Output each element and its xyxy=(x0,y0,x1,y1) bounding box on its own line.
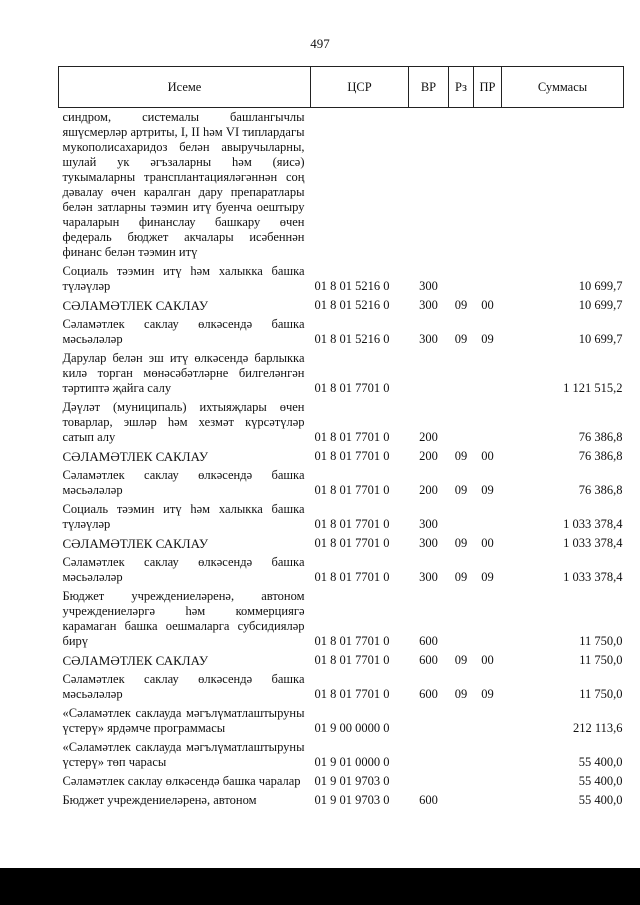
table-row xyxy=(59,315,624,349)
cell-csr xyxy=(311,108,409,263)
cell-csr: 01 9 01 9703 0 xyxy=(314,793,390,807)
cell-amount: 1 033 378,4 xyxy=(563,570,623,584)
cell-amount: 10 699,7 xyxy=(578,279,623,293)
cell-pr: 09 xyxy=(481,687,494,701)
budget-table xyxy=(58,66,624,810)
cell-vr xyxy=(409,738,449,772)
cell-pr xyxy=(474,108,502,263)
cell-vr: 600 xyxy=(419,793,438,807)
cell-pr xyxy=(474,398,502,447)
cell-pr xyxy=(474,262,502,296)
cell-vr: 300 xyxy=(419,279,438,293)
header-row xyxy=(59,67,624,108)
cell-name: СӘЛАМӘТЛЕК САКЛАУ xyxy=(62,449,209,464)
table-row xyxy=(59,738,624,772)
cell-csr: 01 8 01 5216 0 xyxy=(314,298,390,312)
cell-rz xyxy=(449,262,474,296)
cell-amount: 1 033 378,4 xyxy=(563,517,623,531)
cell-vr: 300 xyxy=(419,332,438,346)
cell-amount: 55 400,0 xyxy=(578,774,623,788)
cell-rz xyxy=(449,500,474,534)
cell-name: «Сәламәтлек саклауда мәгълүматлаштыруны үстерү» ярдәмче программасы xyxy=(62,706,305,735)
cell-pr xyxy=(474,349,502,398)
cell-csr: 01 8 01 5216 0 xyxy=(314,332,390,346)
header-csr: ЦСР xyxy=(311,67,409,108)
cell-csr: 01 8 01 7701 0 xyxy=(314,449,390,463)
scan-bottom-edge xyxy=(0,868,640,905)
cell-pr: 00 xyxy=(481,536,494,550)
table-row xyxy=(59,349,624,398)
cell-rz xyxy=(449,772,474,791)
cell-amount: 76 386,8 xyxy=(578,483,623,497)
table-row xyxy=(59,791,624,810)
cell-name: Сәламәтлек саклау өлкәсендә башка мәсьәләләр xyxy=(62,317,305,346)
table-row xyxy=(59,296,624,315)
cell-vr: 600 xyxy=(419,687,438,701)
cell-rz xyxy=(449,738,474,772)
cell-csr: 01 9 00 0000 0 xyxy=(314,721,390,735)
header-vr: ВР xyxy=(409,67,449,108)
cell-rz: 09 xyxy=(454,449,468,463)
cell-rz: 09 xyxy=(454,298,468,312)
cell-name: Сәламәтлек саклау өлкәсендә башка мәсьәләләр xyxy=(62,468,305,497)
table-row xyxy=(59,587,624,651)
cell-amount: 11 750,0 xyxy=(579,687,623,701)
cell-rz xyxy=(449,791,474,810)
cell-name: Сәламәтлек саклау өлкәсендә башка чаралар xyxy=(62,774,301,788)
cell-rz xyxy=(449,398,474,447)
cell-amount: 11 750,0 xyxy=(579,634,623,648)
table-row xyxy=(59,553,624,587)
cell-rz xyxy=(449,108,474,263)
cell-amount xyxy=(502,108,624,263)
table-row xyxy=(59,704,624,738)
cell-csr: 01 8 01 7701 0 xyxy=(314,517,390,531)
cell-pr: 09 xyxy=(481,483,494,497)
cell-pr: 00 xyxy=(481,653,494,667)
cell-vr: 300 xyxy=(419,570,438,584)
cell-vr: 200 xyxy=(419,449,438,463)
cell-name: «Сәламәтлек саклауда мәгълүматлаштыруны үстерү» төп чарасы xyxy=(62,740,305,769)
table-row xyxy=(59,670,624,704)
cell-name: СӘЛАМӘТЛЕК САКЛАУ xyxy=(62,536,209,551)
cell-rz: 09 xyxy=(454,332,468,346)
cell-rz: 09 xyxy=(454,687,468,701)
cell-csr: 01 8 01 7701 0 xyxy=(314,687,390,701)
cell-rz xyxy=(449,587,474,651)
cell-amount: 1 033 378,4 xyxy=(563,536,623,550)
cell-vr: 300 xyxy=(419,298,438,312)
cell-rz: 09 xyxy=(454,570,468,584)
table-row xyxy=(59,772,624,791)
table-row xyxy=(59,500,624,534)
cell-csr: 01 8 01 7701 0 xyxy=(314,570,390,584)
cell-vr xyxy=(409,704,449,738)
table-row xyxy=(59,447,624,466)
cell-name: синдром, системалы башлангычлы яшүсмерләр артриты, I, II һәм VI типлардагы мукополисахаридоз белән авыручыларны, шулай ук әгъзаларны һәм (яисә) тукымаларны трансплантацияләгәннән соң дәвалау өчен каралган дару препаратлары белән затларны тәэмин итү буенча оештыру чараларын финанслау башкару өчен федераль бюджет акчалары исәбеннән финанс белән тәэмин итү xyxy=(62,110,305,259)
cell-name: Бюджет учреждениеләренә, автоном учреждениеләргә һәм коммерциягә карамаган башка оешмаларга субсидияләр бирү xyxy=(62,589,305,648)
cell-amount: 10 699,7 xyxy=(578,332,623,346)
cell-rz xyxy=(449,349,474,398)
cell-pr xyxy=(474,587,502,651)
cell-csr: 01 8 01 7701 0 xyxy=(314,381,390,395)
cell-csr: 01 9 01 0000 0 xyxy=(314,755,390,769)
cell-name: Дәүләт (муниципаль) ихтыяҗлары өчен товарлар, эшләр һәм хезмәт күрсәтүләр сатып алу xyxy=(62,400,305,444)
cell-name: СӘЛАМӘТЛЕК САКЛАУ xyxy=(62,653,209,668)
cell-amount: 11 750,0 xyxy=(579,653,623,667)
table-row xyxy=(59,651,624,670)
cell-csr: 01 8 01 7701 0 xyxy=(314,430,390,444)
cell-amount: 55 400,0 xyxy=(578,793,623,807)
cell-pr xyxy=(474,500,502,534)
cell-csr: 01 8 01 5216 0 xyxy=(314,279,390,293)
cell-rz xyxy=(449,704,474,738)
table-row xyxy=(59,534,624,553)
cell-amount: 76 386,8 xyxy=(578,430,623,444)
cell-name: Сәламәтлек саклау өлкәсендә башка мәсьәләләр xyxy=(62,672,305,701)
cell-vr: 200 xyxy=(419,483,438,497)
cell-vr xyxy=(409,772,449,791)
cell-csr: 01 8 01 7701 0 xyxy=(314,653,390,667)
cell-pr xyxy=(474,704,502,738)
cell-pr: 09 xyxy=(481,332,494,346)
cell-csr: 01 8 01 7701 0 xyxy=(314,634,390,648)
cell-amount: 1 121 515,2 xyxy=(563,381,623,395)
table-row xyxy=(59,466,624,500)
cell-name: Социаль тәэмин итү һәм халыкка башка түләүләр xyxy=(62,264,305,293)
cell-pr xyxy=(474,772,502,791)
header-name: Исеме xyxy=(59,67,311,108)
cell-pr xyxy=(474,791,502,810)
table-row xyxy=(59,262,624,296)
cell-name: Бюджет учреждениеләренә, автоном xyxy=(62,793,257,807)
cell-pr xyxy=(474,738,502,772)
cell-amount: 76 386,8 xyxy=(578,449,623,463)
cell-csr: 01 9 01 9703 0 xyxy=(314,774,390,788)
header-amount: Суммасы xyxy=(502,67,624,108)
cell-amount: 212 113,6 xyxy=(572,721,623,735)
page-number: 497 xyxy=(310,36,330,51)
header-pr: ПР xyxy=(474,67,502,108)
cell-pr: 09 xyxy=(481,570,494,584)
cell-vr: 600 xyxy=(419,653,438,667)
cell-pr: 00 xyxy=(481,449,494,463)
cell-amount: 55 400,0 xyxy=(578,755,623,769)
cell-vr: 200 xyxy=(419,430,438,444)
cell-rz: 09 xyxy=(454,653,468,667)
table-row xyxy=(59,108,624,263)
cell-vr: 600 xyxy=(419,634,438,648)
cell-vr xyxy=(409,349,449,398)
cell-csr: 01 8 01 7701 0 xyxy=(314,536,390,550)
cell-name: Сәламәтлек саклау өлкәсендә башка мәсьәләләр xyxy=(62,555,305,584)
cell-name: Социаль тәэмин итү һәм халыкка башка түләүләр xyxy=(62,502,305,531)
cell-pr: 00 xyxy=(481,298,494,312)
cell-vr xyxy=(409,108,449,263)
cell-vr: 300 xyxy=(419,517,438,531)
cell-rz: 09 xyxy=(454,483,468,497)
cell-rz: 09 xyxy=(454,536,468,550)
header-rz: Рз xyxy=(449,67,474,108)
cell-name: Дарулар белән эш итү өлкәсендә барлыкка килә торган мөнәсәбәтләрне билгеләнгән тәртиптә җайга салу xyxy=(62,351,305,395)
cell-vr: 300 xyxy=(419,536,438,550)
table-row xyxy=(59,398,624,447)
cell-amount: 10 699,7 xyxy=(578,298,623,312)
cell-name: СӘЛАМӘТЛЕК САКЛАУ xyxy=(62,298,209,313)
cell-csr: 01 8 01 7701 0 xyxy=(314,483,390,497)
table-body xyxy=(59,108,624,811)
